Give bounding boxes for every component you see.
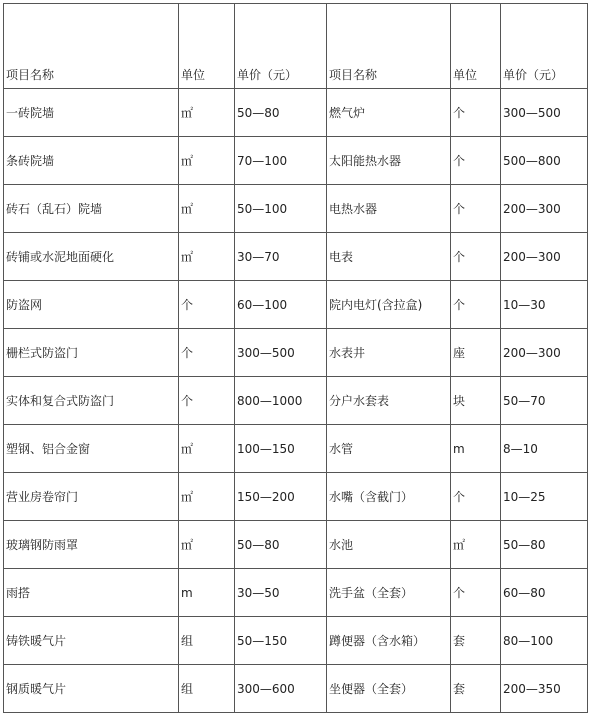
cell-unit: 个 — [179, 281, 235, 329]
table-row — [4, 89, 588, 137]
header-unit: 单位 — [179, 4, 235, 89]
cell-unit: m — [179, 569, 235, 617]
cell-unit: ㎡ — [179, 137, 235, 185]
header-item-name-2: 项目名称 — [327, 4, 451, 89]
cell-unit-price: 30—50 — [235, 569, 327, 617]
cell-unit: 个 — [179, 377, 235, 425]
cell-unit-price: 300—500 — [235, 329, 327, 377]
table-row — [4, 281, 588, 329]
cell-unit-2: m — [451, 425, 501, 473]
cell-item-name-2: 太阳能热水器 — [327, 137, 451, 185]
cell-unit-price-2: 500—800 — [501, 137, 588, 185]
cell-item-name-2: 水管 — [327, 425, 451, 473]
cell-unit-price: 100—150 — [235, 425, 327, 473]
cell-item-name: 栅栏式防盗门 — [4, 329, 179, 377]
cell-unit: 个 — [179, 329, 235, 377]
cell-item-name: 砖石（乱石）院墙 — [4, 185, 179, 233]
cell-unit-price-2: 80—100 — [501, 617, 588, 665]
table-header-row — [4, 4, 588, 89]
table-row — [4, 137, 588, 185]
cell-unit-2: 座 — [451, 329, 501, 377]
cell-item-name-2: 院内电灯(含拉盒) — [327, 281, 451, 329]
table-row — [4, 233, 588, 281]
cell-unit-price-2: 200—350 — [501, 665, 588, 713]
cell-unit-price: 300—600 — [235, 665, 327, 713]
cell-unit-2: 个 — [451, 569, 501, 617]
cell-item-name-2: 电热水器 — [327, 185, 451, 233]
cell-unit-2: 个 — [451, 137, 501, 185]
cell-unit-price: 30—70 — [235, 233, 327, 281]
cell-unit: ㎡ — [179, 89, 235, 137]
cell-item-name-2: 燃气炉 — [327, 89, 451, 137]
cell-unit-price-2: 60—80 — [501, 569, 588, 617]
cell-unit-2: 个 — [451, 185, 501, 233]
cell-item-name-2: 电表 — [327, 233, 451, 281]
cell-item-name: 实体和复合式防盗门 — [4, 377, 179, 425]
cell-unit-2: 块 — [451, 377, 501, 425]
cell-unit-price: 60—100 — [235, 281, 327, 329]
cell-unit-price: 50—80 — [235, 89, 327, 137]
cell-unit: 组 — [179, 617, 235, 665]
table-row — [4, 473, 588, 521]
cell-unit-price-2: 200—300 — [501, 233, 588, 281]
cell-unit-2: 个 — [451, 473, 501, 521]
cell-unit-price-2: 50—80 — [501, 521, 588, 569]
cell-item-name: 玻璃钢防雨罩 — [4, 521, 179, 569]
cell-unit: 组 — [179, 665, 235, 713]
cell-unit-2: ㎡ — [451, 521, 501, 569]
cell-item-name-2: 水池 — [327, 521, 451, 569]
price-table — [3, 3, 588, 713]
cell-item-name-2: 坐便器（全套） — [327, 665, 451, 713]
header-unit-price-2: 单价（元） — [501, 4, 588, 89]
cell-item-name-2: 洗手盆（全套） — [327, 569, 451, 617]
cell-unit-price: 150—200 — [235, 473, 327, 521]
cell-unit-price-2: 200—300 — [501, 185, 588, 233]
header-item-name: 项目名称 — [4, 4, 179, 89]
cell-unit-price-2: 8—10 — [501, 425, 588, 473]
cell-item-name: 铸铁暖气片 — [4, 617, 179, 665]
cell-unit: ㎡ — [179, 425, 235, 473]
table-row — [4, 665, 588, 713]
cell-item-name-2: 分户水套表 — [327, 377, 451, 425]
cell-unit-price-2: 300—500 — [501, 89, 588, 137]
cell-unit-price: 50—150 — [235, 617, 327, 665]
table-row — [4, 329, 588, 377]
cell-item-name: 砖铺或水泥地面硬化 — [4, 233, 179, 281]
cell-unit-price-2: 10—25 — [501, 473, 588, 521]
cell-unit: ㎡ — [179, 233, 235, 281]
cell-item-name: 营业房卷帘门 — [4, 473, 179, 521]
header-unit-2: 单位 — [451, 4, 501, 89]
cell-unit-price-2: 200—300 — [501, 329, 588, 377]
cell-unit-2: 个 — [451, 281, 501, 329]
cell-unit: ㎡ — [179, 473, 235, 521]
cell-item-name-2: 水嘴（含截门） — [327, 473, 451, 521]
cell-unit-price: 50—80 — [235, 521, 327, 569]
cell-item-name: 雨搭 — [4, 569, 179, 617]
cell-item-name: 条砖院墙 — [4, 137, 179, 185]
cell-unit-price-2: 10—30 — [501, 281, 588, 329]
cell-item-name: 钢质暖气片 — [4, 665, 179, 713]
table-body — [4, 89, 588, 713]
table-row — [4, 185, 588, 233]
table-row — [4, 569, 588, 617]
table-row — [4, 425, 588, 473]
cell-unit-price-2: 50—70 — [501, 377, 588, 425]
cell-unit: ㎡ — [179, 185, 235, 233]
cell-unit-2: 套 — [451, 665, 501, 713]
cell-item-name: 防盗网 — [4, 281, 179, 329]
cell-unit: ㎡ — [179, 521, 235, 569]
cell-unit-2: 个 — [451, 233, 501, 281]
cell-item-name-2: 蹲便器（含水箱） — [327, 617, 451, 665]
cell-unit-price: 50—100 — [235, 185, 327, 233]
cell-unit-price: 70—100 — [235, 137, 327, 185]
header-unit-price: 单价（元） — [235, 4, 327, 89]
table-row — [4, 521, 588, 569]
table-row — [4, 377, 588, 425]
table-row — [4, 617, 588, 665]
cell-unit-2: 个 — [451, 89, 501, 137]
cell-item-name: 塑钢、铝合金窗 — [4, 425, 179, 473]
cell-item-name-2: 水表井 — [327, 329, 451, 377]
cell-item-name: 一砖院墙 — [4, 89, 179, 137]
cell-unit-2: 套 — [451, 617, 501, 665]
cell-unit-price: 800—1000 — [235, 377, 327, 425]
